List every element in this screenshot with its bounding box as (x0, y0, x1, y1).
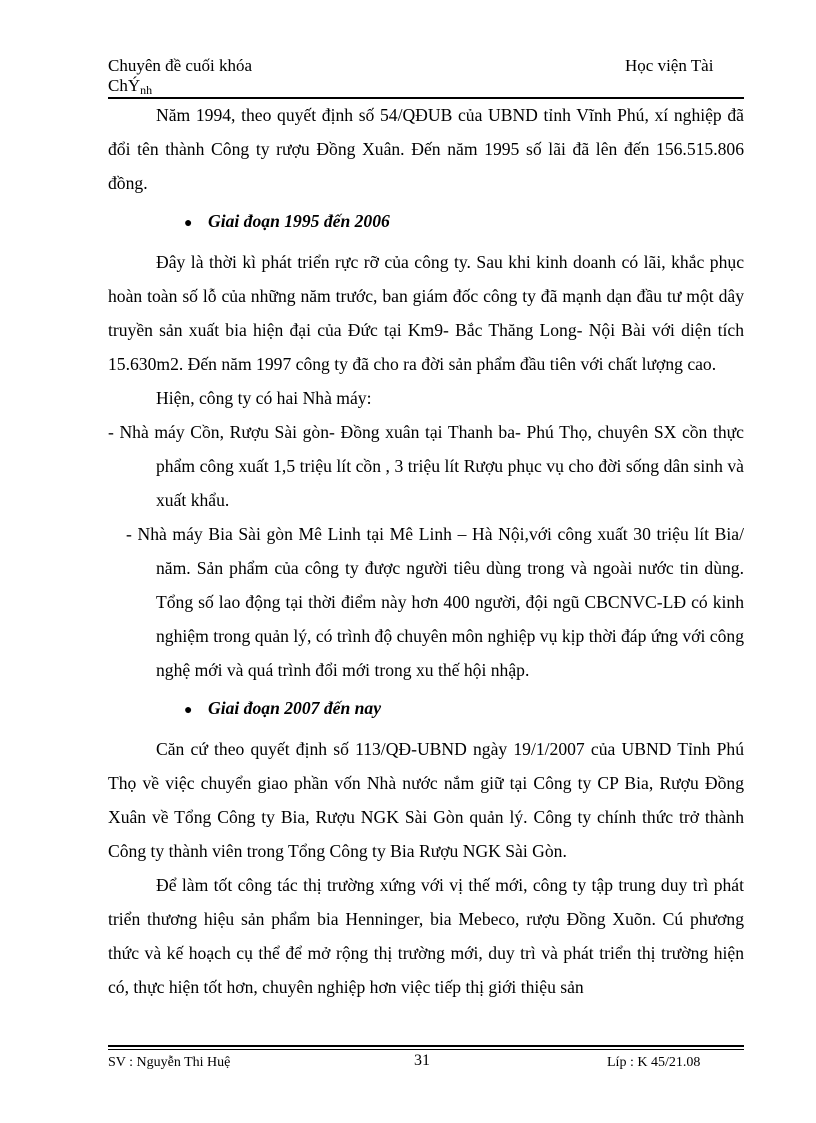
footer-rule-thick (108, 1045, 744, 1047)
paragraph: Hiện, công ty có hai Nhà máy: (156, 388, 372, 408)
header-course-title: Chuyên đề cuối khóa (108, 56, 252, 75)
bullet-icon: ● (184, 216, 193, 231)
section-heading: Giai đoạn 2007 đến nay (208, 698, 382, 718)
header-cont-main: ChÝ (108, 76, 141, 95)
footer-rule-thin (108, 1049, 744, 1050)
header-cont-sub: nh (140, 83, 153, 97)
page-number: 31 (414, 1052, 430, 1069)
section-heading-bullet (108, 687, 744, 732)
paragraph: Đây là thời kì phát triển rực rỡ của công ty. Sau khi kinh doanh có lãi, khắc phục hoàn toàn số lỗ của những năm trước, ban giám đốc công ty đã mạnh dạn đầu tư một dây truyền sản xuất bia hiện đại của Đức tại Km9- Bắc Thăng Long- Nội Bài với diện tích 15.630m2. Đến năm 1997 công ty đã cho ra đời sản phẩm đầu tiên với chất lượng cao. (108, 252, 744, 374)
dash-list-item: - Nhà máy Cồn, Rượu Sài gòn- Đồng xuân tại Thanh ba- Phú Thọ, chuyên SX cồn thực phẩm công xuất 1,5 triệu lít cồn , 3 triệu lít Rượu phục vụ cho đời sống dân sinh và xuất khẩu. (108, 422, 744, 510)
header-institution: Học viện Tài (625, 56, 714, 75)
paragraph: Để làm tốt công tác thị trường xứng với vị thế mới, công ty tập trung duy trì phát triển thương hiệu sản phẩm bia Henninger, bia Mebeco, rượu Đồng Xuõn. Cú phương thức và kế hoạch cụ thể để mở rộng thị trường mới, duy trì và phát triển thị trường hiện có, thực hiện tốt hơn, chuyên nghiệp hơn việc tiếp thị giới thiệu sản (108, 875, 744, 997)
footer-student-name: SV : Nguyễn Thi Huệ (108, 1055, 231, 1070)
paragraph: Năm 1994, theo quyết định số 54/QĐUB của UBND tỉnh Vĩnh Phú, xí nghiệp đã đổi tên thành Công ty rượu Đồng Xuân. Đến năm 1995 số lãi đã lên đến 156.515.806 đồng. (108, 105, 744, 193)
dash-list-item: - Nhà máy Bia Sài gòn Mê Linh tại Mê Linh – Hà Nội,với công xuất 30 triệu lít Bia/ năm. Sản phẩm của công ty được người tiêu dùng trong và ngoài nước tin dùng. Tổng số lao động tại thời điểm này hơn 400 người, đội ngũ CBCNVC-LĐ có kinh nghiệm trong quản lý, có trình độ chuyên môn nghiệp vụ kịp thời đáp ứng với công nghệ mới và quá trình đổi mới trong xu thế hội nhập. (126, 524, 744, 680)
document-body (108, 98, 744, 1004)
section-heading-bullet (108, 200, 744, 245)
footer-class-code: Líp : K 45/21.08 (607, 1055, 701, 1070)
paragraph: Căn cứ theo quyết định số 113/QĐ-UBND ngày 19/1/2007 của UBND Tỉnh Phú Thọ về việc chuyển giao phần vốn Nhà nước nắm giữ tại Công ty CP Bia, Rượu Đồng Xuân về Tổng Công ty Bia, Rượu NGK Sài Gòn quản lý. Công ty chính thức trở thành Công ty thành viên trong Tổng Công ty Bia Rượu NGK Sài Gòn. (108, 739, 744, 861)
section-heading: Giai đoạn 1995 đến 2006 (208, 211, 390, 231)
bullet-icon: ● (184, 703, 193, 718)
